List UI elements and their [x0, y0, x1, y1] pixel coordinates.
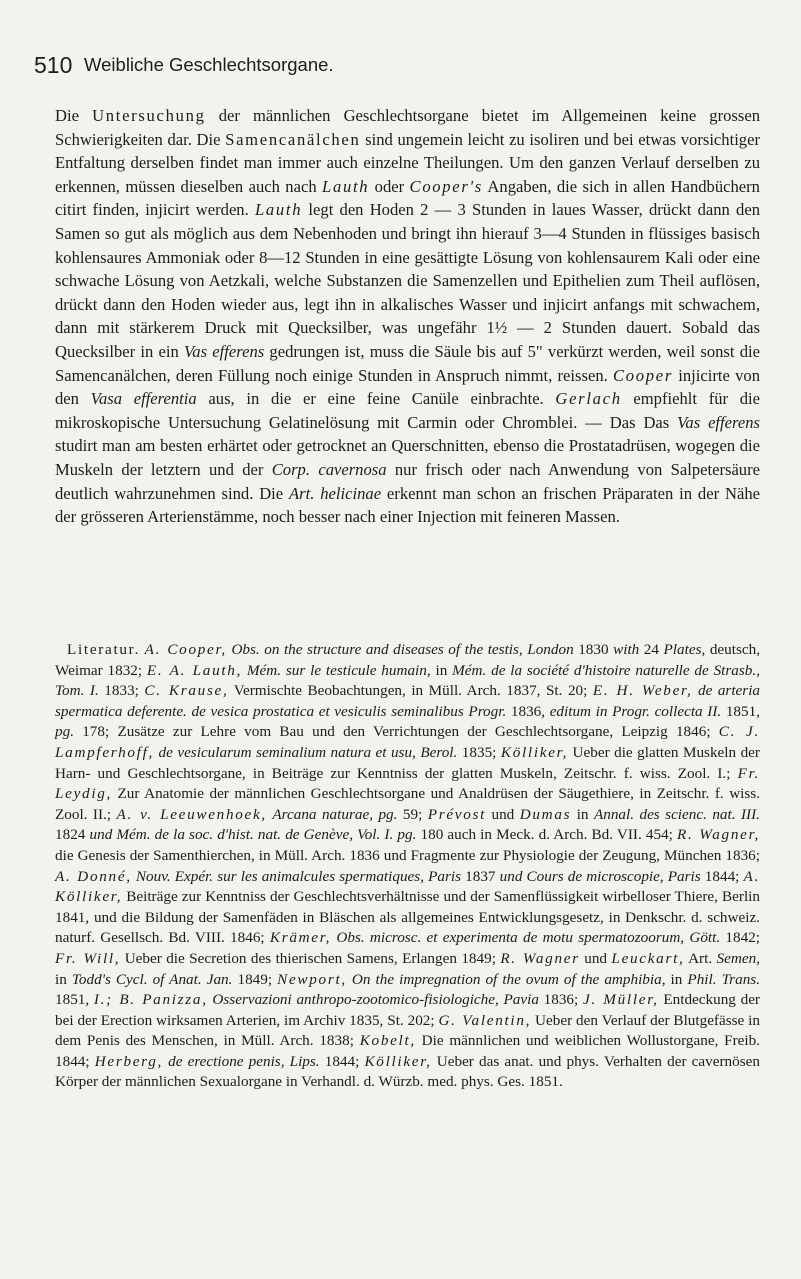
spaced-term: Samencanälchen [225, 129, 361, 149]
citation-title: Annal. des scienc. nat. III. [593, 805, 760, 823]
page-number: 510 [34, 52, 73, 78]
citation-title: On the impregnation of the ovum of the amphibia, [351, 970, 666, 988]
author-name: Lauth [254, 200, 303, 220]
citation-title: de arteria spermatica deferente. de vesica prostatica et vesiculis seminalibus Progr. [55, 682, 761, 720]
citation-author: A. Kölliker, [55, 867, 760, 906]
author-name: Gerlach [555, 389, 622, 409]
citation-title: Todd's Cycl. of Anat. Jan. [71, 970, 233, 988]
citation-title: Arcana naturae, pg. [272, 805, 398, 823]
citation-author: Fr. Will, [55, 949, 121, 967]
latin-term: Art. helicinae [289, 483, 382, 503]
citation-author: C. Krause, [144, 682, 229, 700]
spaced-term: Untersuchung [92, 106, 206, 125]
paragraph-untersuchung: Die Untersuchung der männlichen Geschlechtsorgane bietet im Allgemeinen keine grossen Schwierigkeiten dar. Die Samencanälchen sind ungemein leicht zu isoliren und bei etwas vorsichtiger Entfaltung derselben findet man immer auch einzelne Theilungen. Um den ganzen Verlauf derselben zu erkennen, müssen dieselben auch nach Lauth oder Cooper's Angaben, die sich in allen Handbüchern citirt finden, injicirt werden. Lauth legt den Hoden 2 — 3 Stunden in laues Wasser, drückt dann den Samen so gut als möglich aus dem Nebenhoden und bringt ihn hierauf 3—4 Stunden in flüssiges basisch kohlensaures Ammoniak oder 8—12 Stunden in eine gesättigte Lösung von kohlensaurem Kali oder eine schwache Lösung von Aetzkali, welche Substanzen die Samenzellen und Epithelien zum Theil auflösen, drückt dann den Hoden wieder aus, legt ihn in alkalisches Wasser und injicirt anfangs mit schwachem, dann mit stärkerem Druck mit Quecksilber, was ungefähr 1½ — 2 Stunden dauert. Sobald das Quecksilber in ein Vas efferens gedrungen ist, muss die Säule bis auf 5" verkürzt werden, weil sonst die Samencanälchen, deren Füllung noch einige Stunden in Anspruch nimmt, reissen. Cooper injicirte von den Vasa efferentia aus, in die er eine feine Canüle einbrachte. Gerlach empfiehlt für die mikroskopische Untersuchung Gelatinelösung mit Carmin oder Chromblei. — Das Das Vas efferens studirt man am besten erhärtet oder getrocknet an Querschnitten, ebenso die Prostatadrüsen, wogegen die Muskeln der letztern und der Corp. cavernosa nur frisch oder nach Anwendung von Salpetersäure deutlich wahrzunehmen sind. Die Art. helicinae erkennt man schon an frischen Präparaten in der Nähe der grösseren Arterienstämme, noch besser nach einer Injection mit feineren Massen. [55, 106, 761, 527]
citation-author: A. Cooper, [144, 641, 227, 658]
citation-title: Nouv. Expér. sur les animalcules spermatiques, Paris [135, 867, 462, 885]
citation-author: Krämer, [269, 929, 332, 947]
author-name: Cooper [613, 365, 673, 385]
citation-title: de erectione penis, Lips. [168, 1052, 320, 1070]
citation-author: Leuckart, [611, 949, 685, 967]
latin-term: Corp. cavernosa [271, 459, 387, 479]
literature-paragraph: Literatur. A. Cooper, Obs. on the structure and diseases of the testis, London 1830 with 24 Plates, deutsch, Weimar 1832; E. A. Lauth, Mém. sur le testicule humain, in Mém. de la société d'histoire naturelle de Strasb., Tom. I. 1833; C. Krause, Vermischte Beobachtungen, in Müll. Arch. 1837, St. 20; E. H. Weber, de arteria spermatica deferente. de vesica prostatica et vesiculis seminalibus Progr. 1836, editum in Progr. collecta II. 1851, pg. 178; Zusätze zur Lehre vom Bau und den Verrichtungen der Geschlechtsorgane, Leipzig 1846; C. J. Lampferhoff, de vesicularum seminalium natura et usu, Berol. 1835; Kölliker, Ueber die glatten Muskeln der Harn- und Geschlechtsorgane, in Beiträge zur Kenntniss der glatten Muskeln, Zeitschr. f. wiss. Zool. I.; Fr. Leydig, Zur Anatomie der männlichen Geschlechtsorgane und Analdrüsen der Säugethiere, in Zeitschr. f. wiss. Zool. II.; A. v. Leeuwenhoek, Arcana naturae, pg. 59; Prévost und Dumas in Annal. des scienc. nat. III. 1824 und Mém. de la soc. d'hist. nat. de Genève, Vol. I. pg. 180 auch in Meck. d. Arch. Bd. VII. 454; R. Wagner, die Genesis der Samenthierchen, in Müll. Arch. 1836 und Fragmente zur Physiologie der Zeugung, München 1836; A. Donné, Nouv. Expér. sur les animalcules spermatiques, Paris 1837 und Cours de microscopie, Paris 1844; A. Kölliker, Beiträge zur Kenntniss der Geschlechtsverhältnisse und der Samenflüssigkeit wirbelloser Thiere, Berlin 1841, und die Bildung der Samenfäden in Bläschen als allgemeines Entwicklungsgesetz, in Denkschr. d. schweiz. naturf. Gesellsch. Bd. VIII. 1846; Krämer, Obs. microsc. et experimenta de motu spermatozoorum, Gött. 1842; Fr. Will, Ueber die Secretion des thierischen Samens, Erlangen 1849; R. Wagner und Leuckart, Art. Semen, in Todd's Cycl. of Anat. Jan. 1849; Newport, On the impregnation of the ovum of the amphibia, in Phil. Trans. 1851, I.; B. Panizza, Osservazioni anthropo-zootomico-fisiologiche, Pavia 1836; J. Müller, Entdeckung der bei der Erection wirksamen Arterien, im Archiv 1835, St. 202; G. Valentin, Ueber den Verlauf der Blutgefässe in dem Penis des Menschen, in Müll. Arch. 1838; Kobelt, Die männlichen und weiblichen Wollustorgane, Freib. 1844; Herberg, de erectione penis, Lips. 1844; Kölliker, Ueber das anat. und phys. Verhalten der cavernösen Körper der männlichen Sexualorgane in Verhandl. d. Würzb. med. phys. Ges. 1851. [55, 641, 761, 1091]
latin-term: Vasa efferentia [90, 389, 197, 409]
citation-author: Newport, [277, 970, 347, 988]
author-name: Lauth [322, 176, 370, 196]
citation-author: Kölliker, [364, 1052, 432, 1070]
page-header [34, 52, 767, 82]
citation-author: C. J. Lampferhoff, [55, 723, 760, 761]
main-paragraph [55, 104, 760, 529]
citation-title: Obs. microsc. et experimenta de motu spermatozoorum, Gött. [336, 929, 721, 947]
citation-author: Fr. Leydig, [55, 764, 760, 803]
citation-author: I.; B. Panizza, [93, 991, 208, 1009]
citation-title: Phil. Trans. [687, 970, 760, 988]
citation-author: R. Wagner [500, 949, 580, 967]
literature-section [55, 640, 760, 1093]
citation-author: A. v. Leeuwenhoek, [116, 805, 267, 823]
literature-heading: Literatur. [67, 641, 141, 658]
citation-title: und Mém. de la soc. d'hist. nat. de Genève, Vol. I. pg. [89, 826, 417, 844]
citation-author: E. H. Weber, [592, 682, 693, 700]
citation-author: E. A. Lauth, [146, 661, 243, 679]
latin-term: Vas efferens [184, 341, 265, 361]
citation-title: Obs. on the structure and diseases of the testis, London [231, 641, 574, 658]
citation-author: R. Wagner, [677, 826, 761, 844]
citation-author: Kobelt, [359, 1032, 416, 1050]
citation-author: Prévost [427, 805, 487, 823]
citation-title: de vesicularum seminalium natura et usu, Berol. [158, 743, 458, 761]
citation-author: G. Valentin, [438, 1011, 532, 1029]
citation-title: und Cours de microscopie, Paris [499, 867, 701, 885]
citation-title: Mém. de la société d'histoire naturelle de Strasb., Tom. I. [55, 661, 760, 700]
citation-title: Mém. sur le testicule humain, [246, 661, 431, 679]
citation-title: Semen, [716, 949, 760, 967]
running-title: Weibliche Geschlechtsorgane. [84, 54, 334, 75]
citation-author: Dumas [519, 805, 572, 823]
citation-author: Kölliker, [500, 743, 569, 761]
citation-title: Osservazioni anthropo-zootomico-fisiologiche, Pavia [212, 991, 539, 1009]
author-name: Cooper's [409, 176, 483, 196]
citation-author: J. Müller, [582, 991, 659, 1009]
citation-author: A. Donné, [55, 867, 132, 885]
latin-term: Vas efferens [677, 412, 760, 432]
citation-author: Herberg, [94, 1052, 164, 1070]
